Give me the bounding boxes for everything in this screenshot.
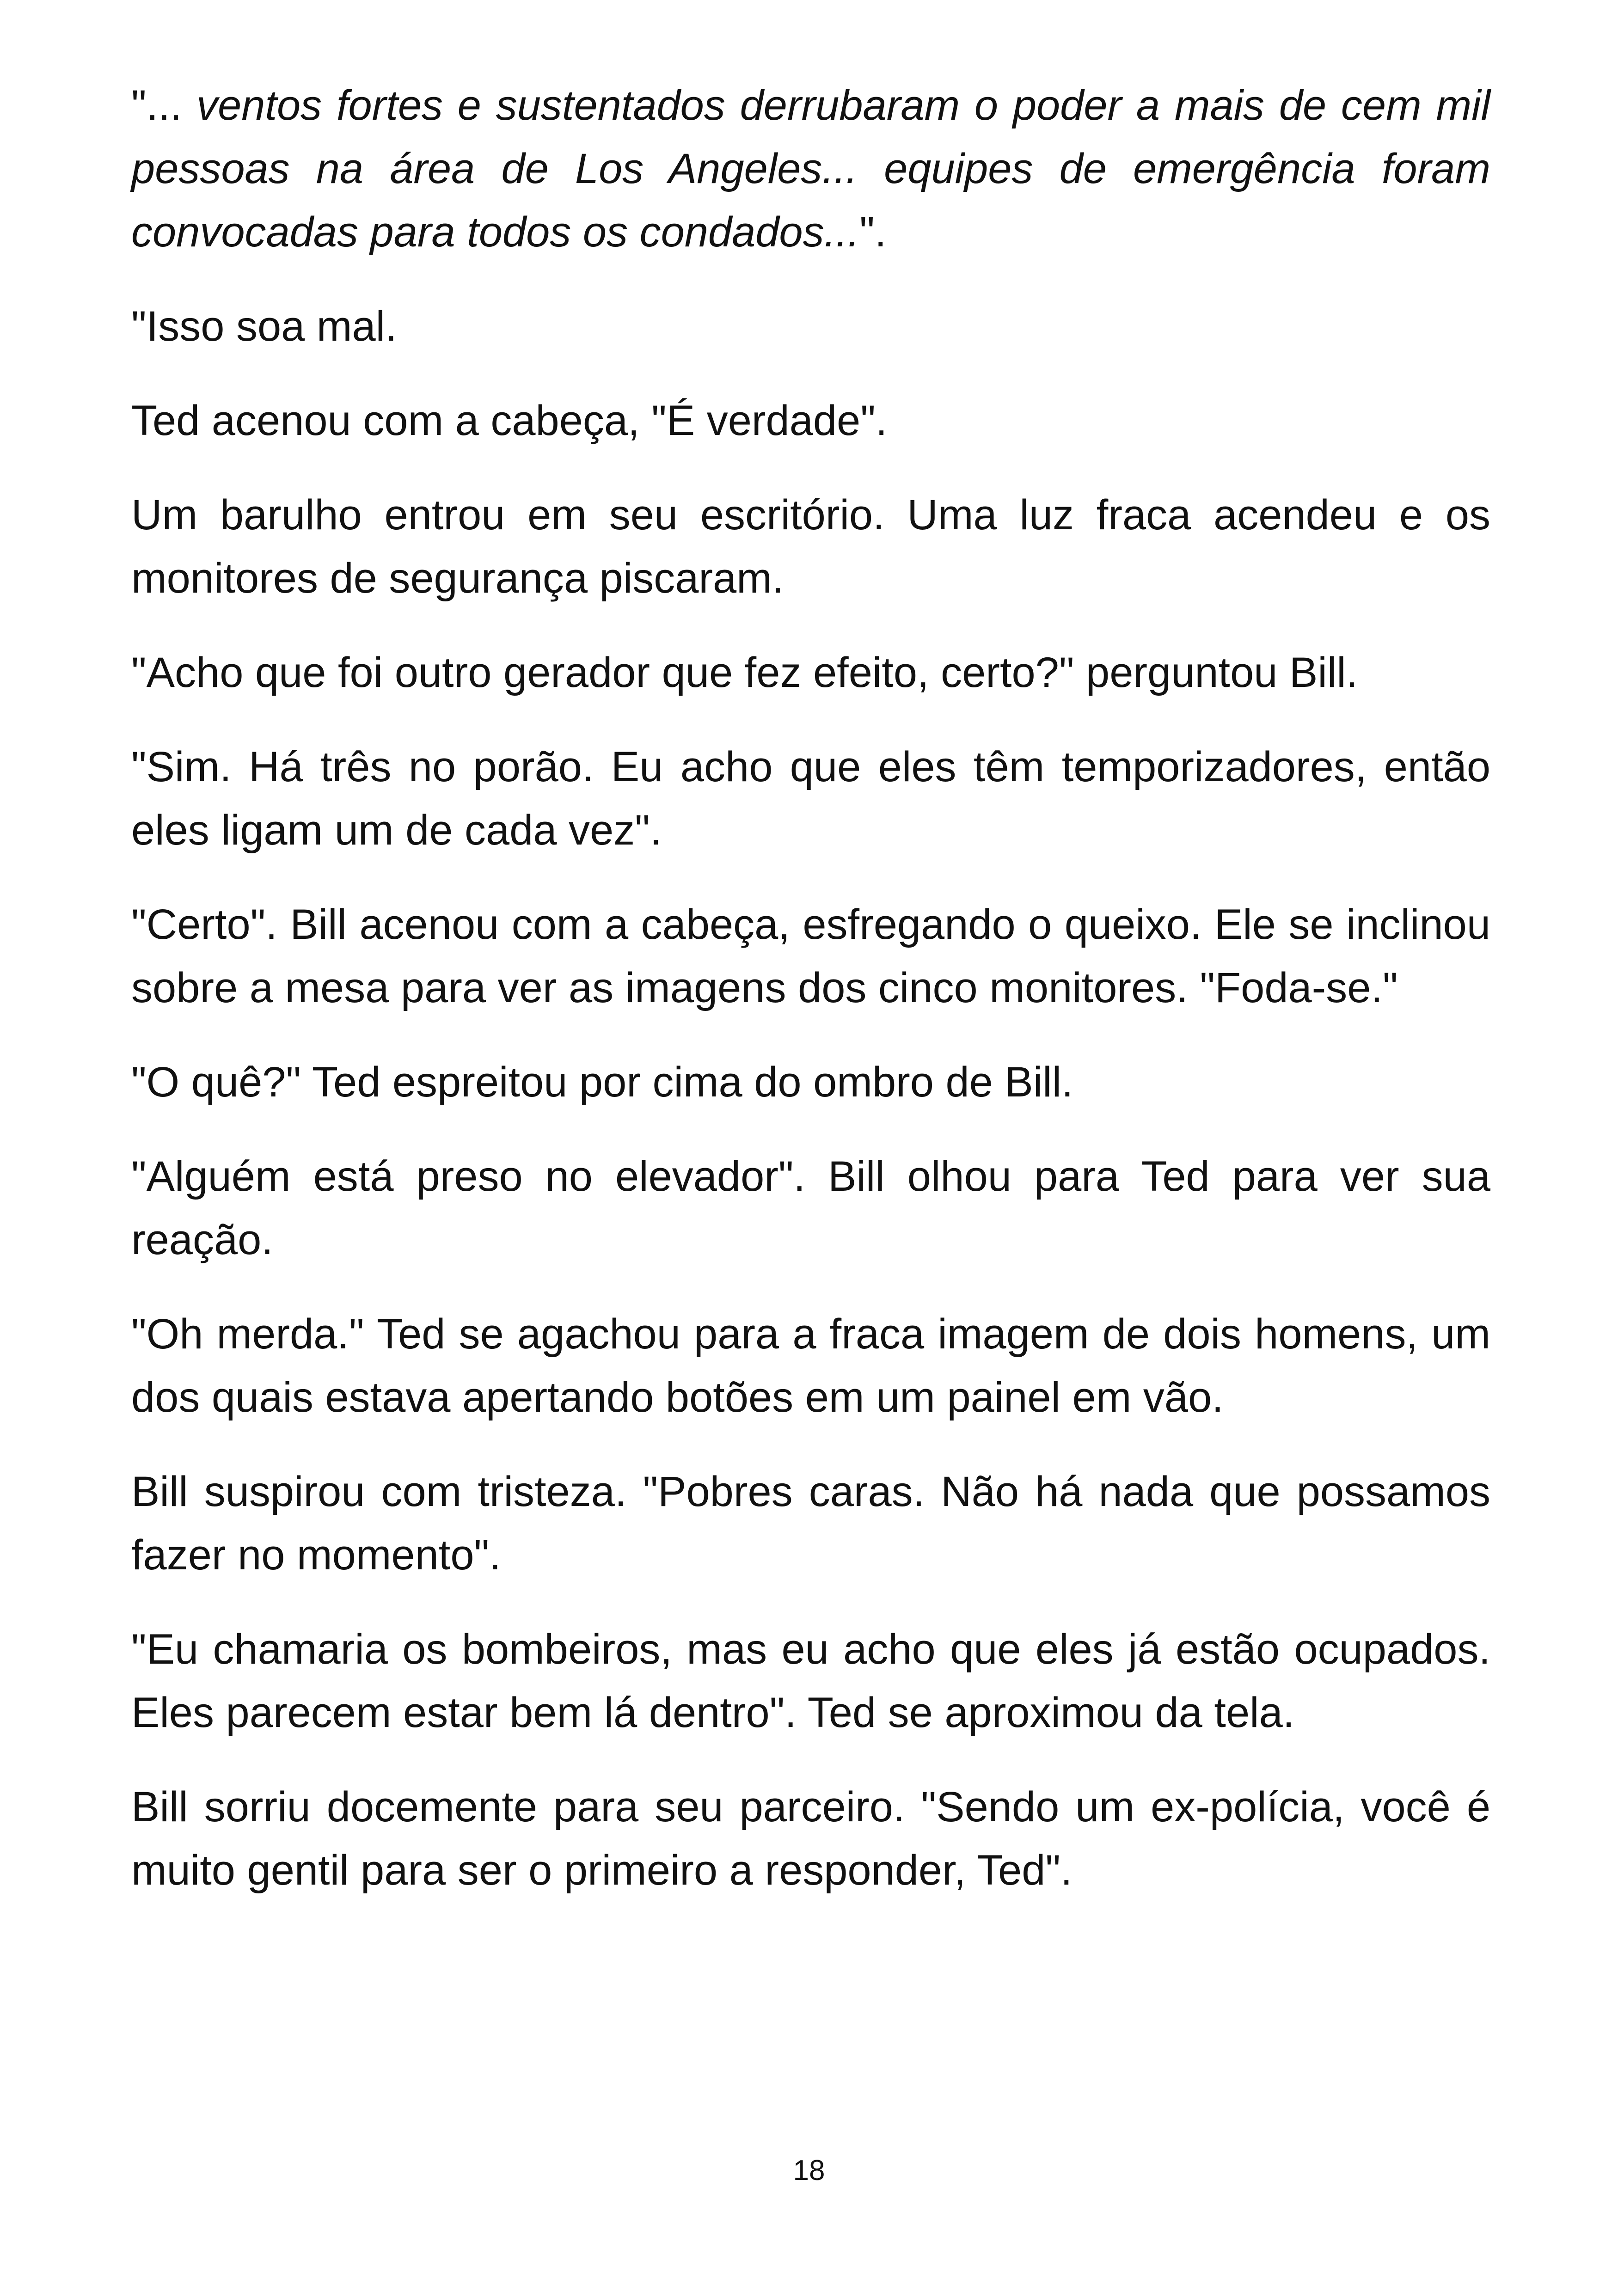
body-text (131, 74, 1490, 1933)
paragraph-7: "Certo". Bill acenou com a cabeça, esfregando o queixo. Ele se inclinou sobre a mesa para ver as imagens dos cinco monitores. "Foda-se." (131, 901, 1490, 1011)
paragraph-1 (131, 74, 1490, 264)
paragraph-11: Bill suspirou com tristeza. "Pobres caras. Não há nada que possamos fazer no momento". (131, 1468, 1490, 1579)
paragraph-2: "Isso soa mal. (131, 303, 397, 350)
paragraph-4: Um barulho entrou em seu escritório. Uma luz fraca acendeu e os monitores de segurança piscaram. (131, 491, 1490, 602)
paragraph-8: "O quê?" Ted espreitou por cima do ombro de Bill. (131, 1059, 1073, 1106)
paragraph-5: "Acho que foi outro gerador que fez efeito, certo?" perguntou Bill. (131, 649, 1358, 696)
paragraph-1-open: "... (131, 82, 197, 129)
paragraph-1-close: ". (859, 208, 887, 256)
paragraph-10: "Oh merda." Ted se agachou para a fraca imagem de dois homens, um dos quais estava apertando botões em um painel em vão. (131, 1310, 1490, 1421)
paragraph-13: Bill sorriu docemente para seu parceiro. "Sendo um ex-polícia, você é muito gentil para ser o primeiro a responder, Ted". (131, 1783, 1490, 1894)
paragraph-12: "Eu chamaria os bombeiros, mas eu acho que eles já estão ocupados. Eles parecem estar bem lá dentro". Ted se aproximou da tela. (131, 1626, 1490, 1736)
page-number: 18 (793, 2155, 825, 2186)
paragraph-6: "Sim. Há três no porão. Eu acho que eles têm temporizadores, então eles ligam um de cada vez". (131, 743, 1490, 854)
radio-broadcast-quote: ventos fortes e sustentados derrubaram o poder a mais de cem mil pessoas na área de Los Angeles... equipes de emergência foram convocadas para todos os condados... (131, 82, 1490, 256)
paragraph-9: "Alguém está preso no elevador". Bill olhou para Ted para ver sua reação. (131, 1153, 1490, 1263)
paragraph-3: Ted acenou com a cabeça, "É verdade". (131, 397, 888, 444)
